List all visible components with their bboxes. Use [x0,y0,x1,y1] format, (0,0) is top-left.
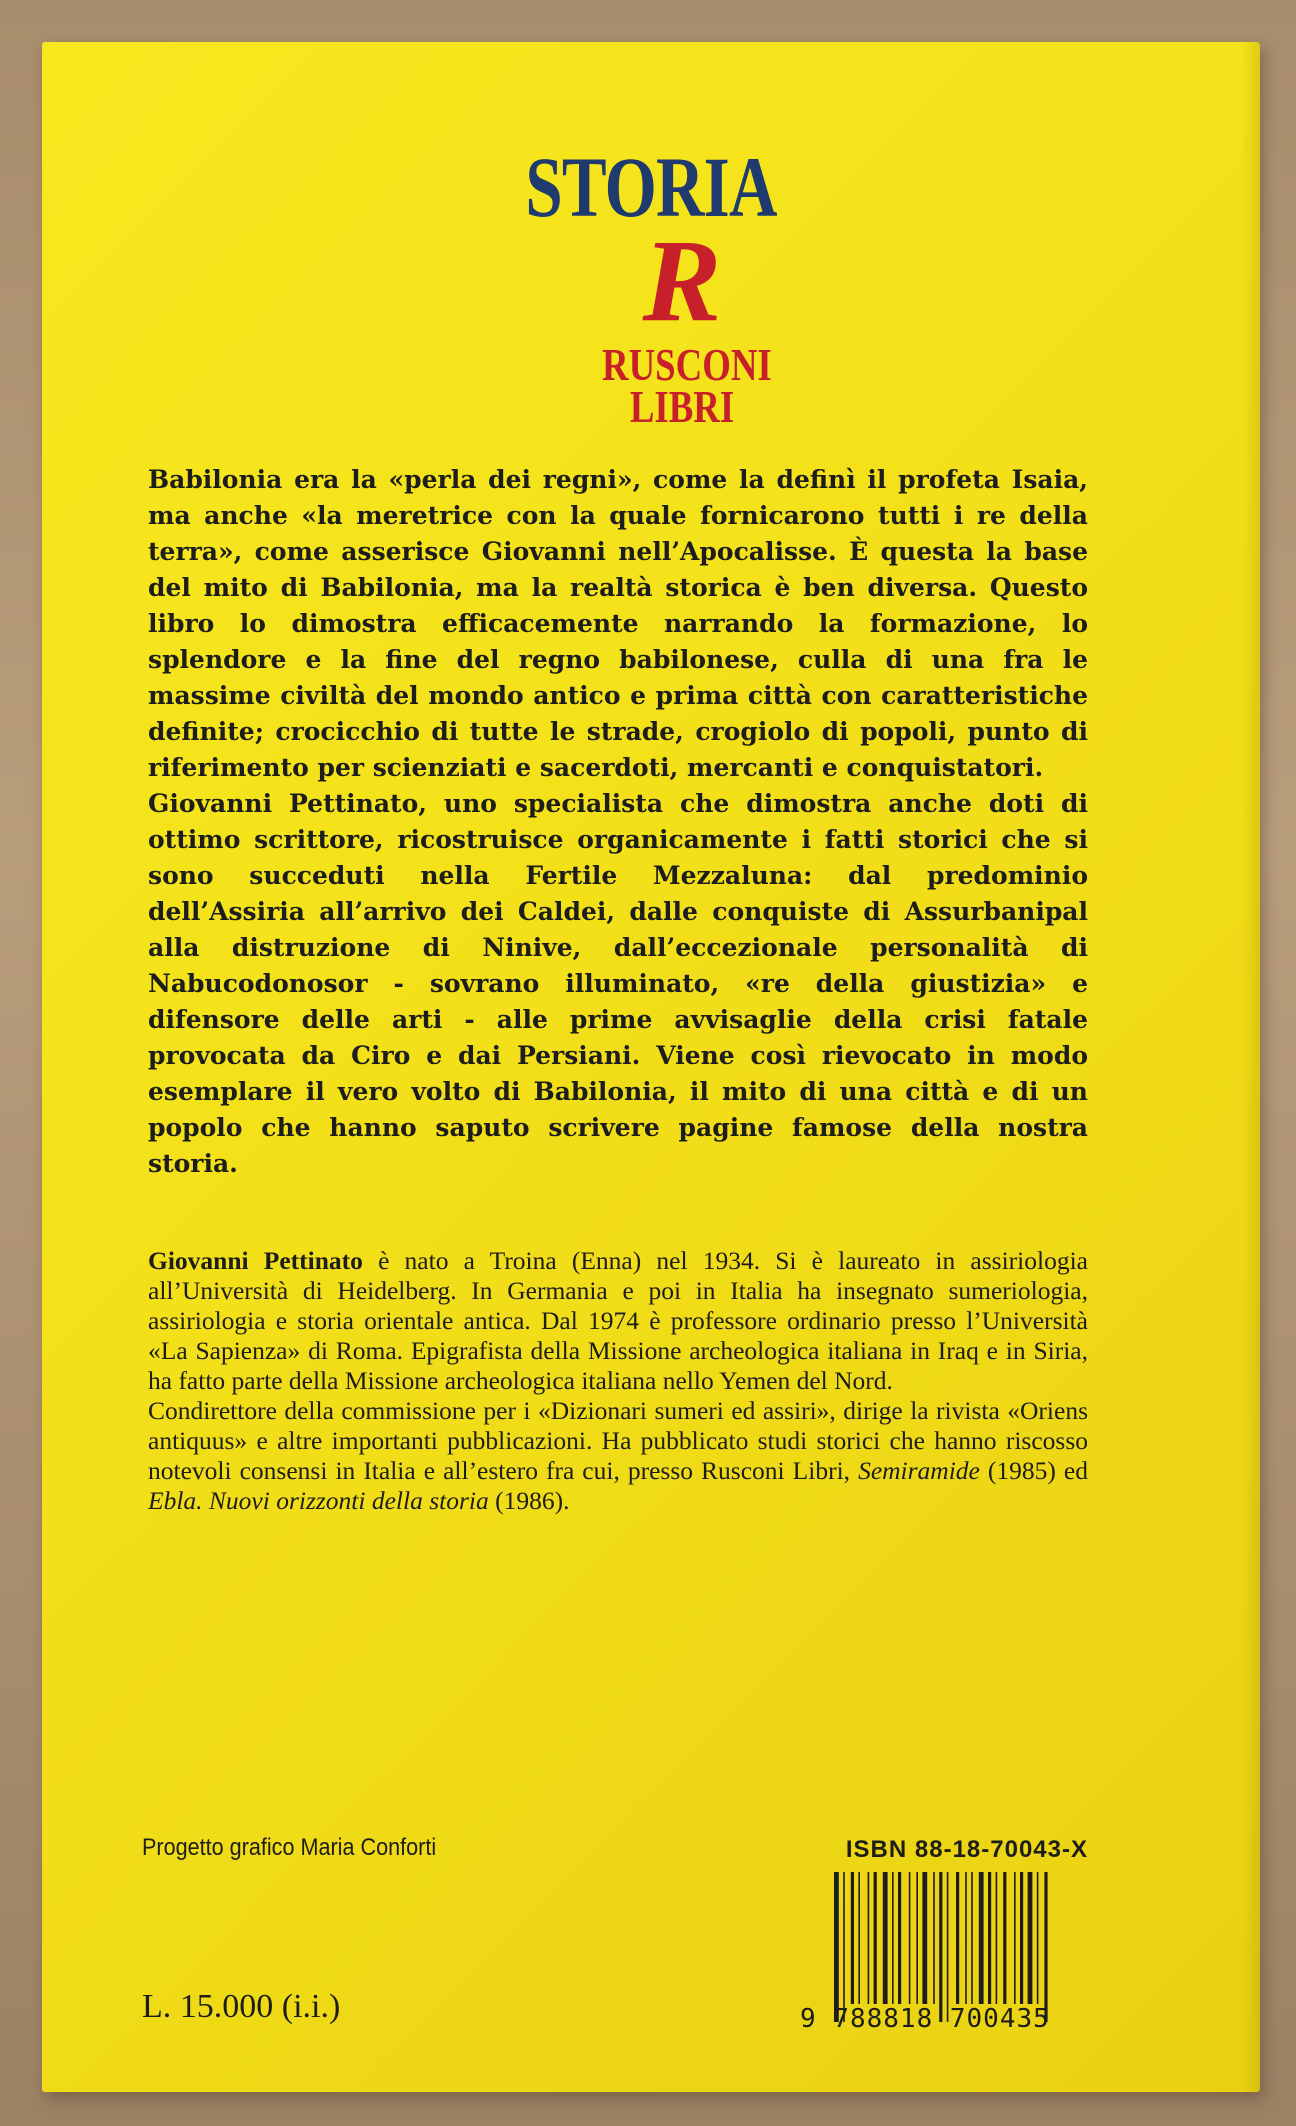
book-title: Ebla. Nuovi orizzonti della storia [148,1486,489,1515]
blurb-paragraph: Giovanni Pettinato, uno specialista che dimostra anche doti di ottimo scrittore, ricostruisce organicamente i fatti storici che si sono succeduti nella Fertile Mezzaluna: dal predominio dell’Assiria all’arrivo dei Caldei, dalle conquiste di Assurbanipal alla distruzione di Ninive, dall’eccezionale personalità di Nabucodonosor - sovrano illuminato, «re della giustizia» e difensore delle arti - alle prime avvisaglie della crisi fatale provocata da Ciro e dai Persiani. Viene così rievocato in modo esemplare il vero volto di Babilonia, il mito di una città e di un popolo che hanno saputo scrivere pagine famose della nostra storia. [148,789,1088,1178]
barcode-bar [922,1872,927,2004]
barcode-bar [1014,1872,1016,2004]
bio-text: è nato a Troina (Enna) nel 1934. Si è laureato in assiriologia all’Università di Heidelberg. In Germania e poi in Italia ha insegnato sumeriologia, assiriologia e storia orientale antica. Dal 1974 è professore ordinario presso l’Università «La Sapienza» di Roma. Epigrafista della Missione archeologica italiana in Iraq e in Siria, ha fatto parte della Missione archeologica italiana nello Yemen del Nord. [148,1246,1088,1395]
book-title: Semiramide [858,1456,980,1485]
barcode-bar [939,1872,942,2022]
barcode-bar [1044,1872,1047,2022]
barcode-bar [883,1872,888,2004]
barcode-bar [874,1872,877,2004]
barcode-bar [956,1872,959,2004]
barcode-bar [971,1872,973,2004]
design-credit: Progetto grafico Maria Conforti [142,1834,437,1861]
barcode-bar [858,1872,860,2004]
barcode-bar [996,1872,998,2004]
barcode-bar [965,1872,967,2004]
barcode-bar [898,1872,901,2004]
barcode-bar [947,1872,949,2022]
bio-text: Condirettore della commissione per i «Dizionari sumeri ed assiri», dirige la rivista «Oriens antiquus» e altre importanti pubblicazioni. Ha pubblicato studi storici che hanno riscosso notevoli consensi in Italia e all’estero fra cui, presso Rusconi Libri, [148,1396,1088,1485]
barcode-bar [1037,1872,1039,2004]
publisher-logo-letter: R [642,215,722,346]
barcode [832,1872,1082,2022]
barcode-bar [1020,1872,1023,2004]
barcode-bar [843,1872,845,2022]
book-blurb [148,462,1088,1182]
bio-text: (1986). [488,1486,570,1515]
bio-paragraph [148,1396,1088,1516]
publisher-name-line2: LIBRI [629,381,735,432]
bio-paragraph [148,1246,1088,1396]
barcode-bar [1028,1872,1033,2004]
author-name: Giovanni Pettinato [148,1246,363,1275]
publisher-logo [582,215,782,442]
barcode-bar [909,1872,911,2004]
publisher-name-line1: RUSCONI [602,339,772,390]
price-label: L. 15.000 (i.i.) [142,1988,341,2025]
barcode-digits: 9 788818 700435 [800,2004,1050,2034]
barcode-bar [916,1872,918,2004]
barcode-bar [979,1872,984,2004]
barcode-bar [892,1872,894,2004]
isbn-label: ISBN 88-18-70043-X [845,1836,1088,1863]
barcode-bar [1003,1872,1006,2004]
bio-text: (1985) ed [979,1456,1088,1485]
barcode-bar [868,1872,870,2004]
blurb-paragraph: Babilonia era la «perla dei regni», come la definì il profeta Isaia, ma anche «la meretrice con la quale fornicarono tutti i re della terra», come asserisce Giovanni nell’Apocalisse. È questa la base del mito di Babilonia, ma la realtà storica è ben diversa. Questo libro lo dimostra efficacemente narrando la formazione, lo splendore e la fine del regno babilonese, culla di una fra le massime civiltà del mondo antico e prima città con caratteristiche definite; crocicchio di tutte le strade, crogiolo di popoli, punto di riferimento per scienziati e sacerdoti, mercanti e conquistatori. [148,465,1088,782]
author-bio [148,1246,1088,1516]
barcode-bar [851,1872,854,2004]
cover-edge-shadow [1242,42,1260,2092]
barcode-bar [988,1872,991,2004]
series-title: STORIA [525,139,777,235]
barcode-bar [834,1872,839,2022]
barcode-bar [933,1872,935,2004]
